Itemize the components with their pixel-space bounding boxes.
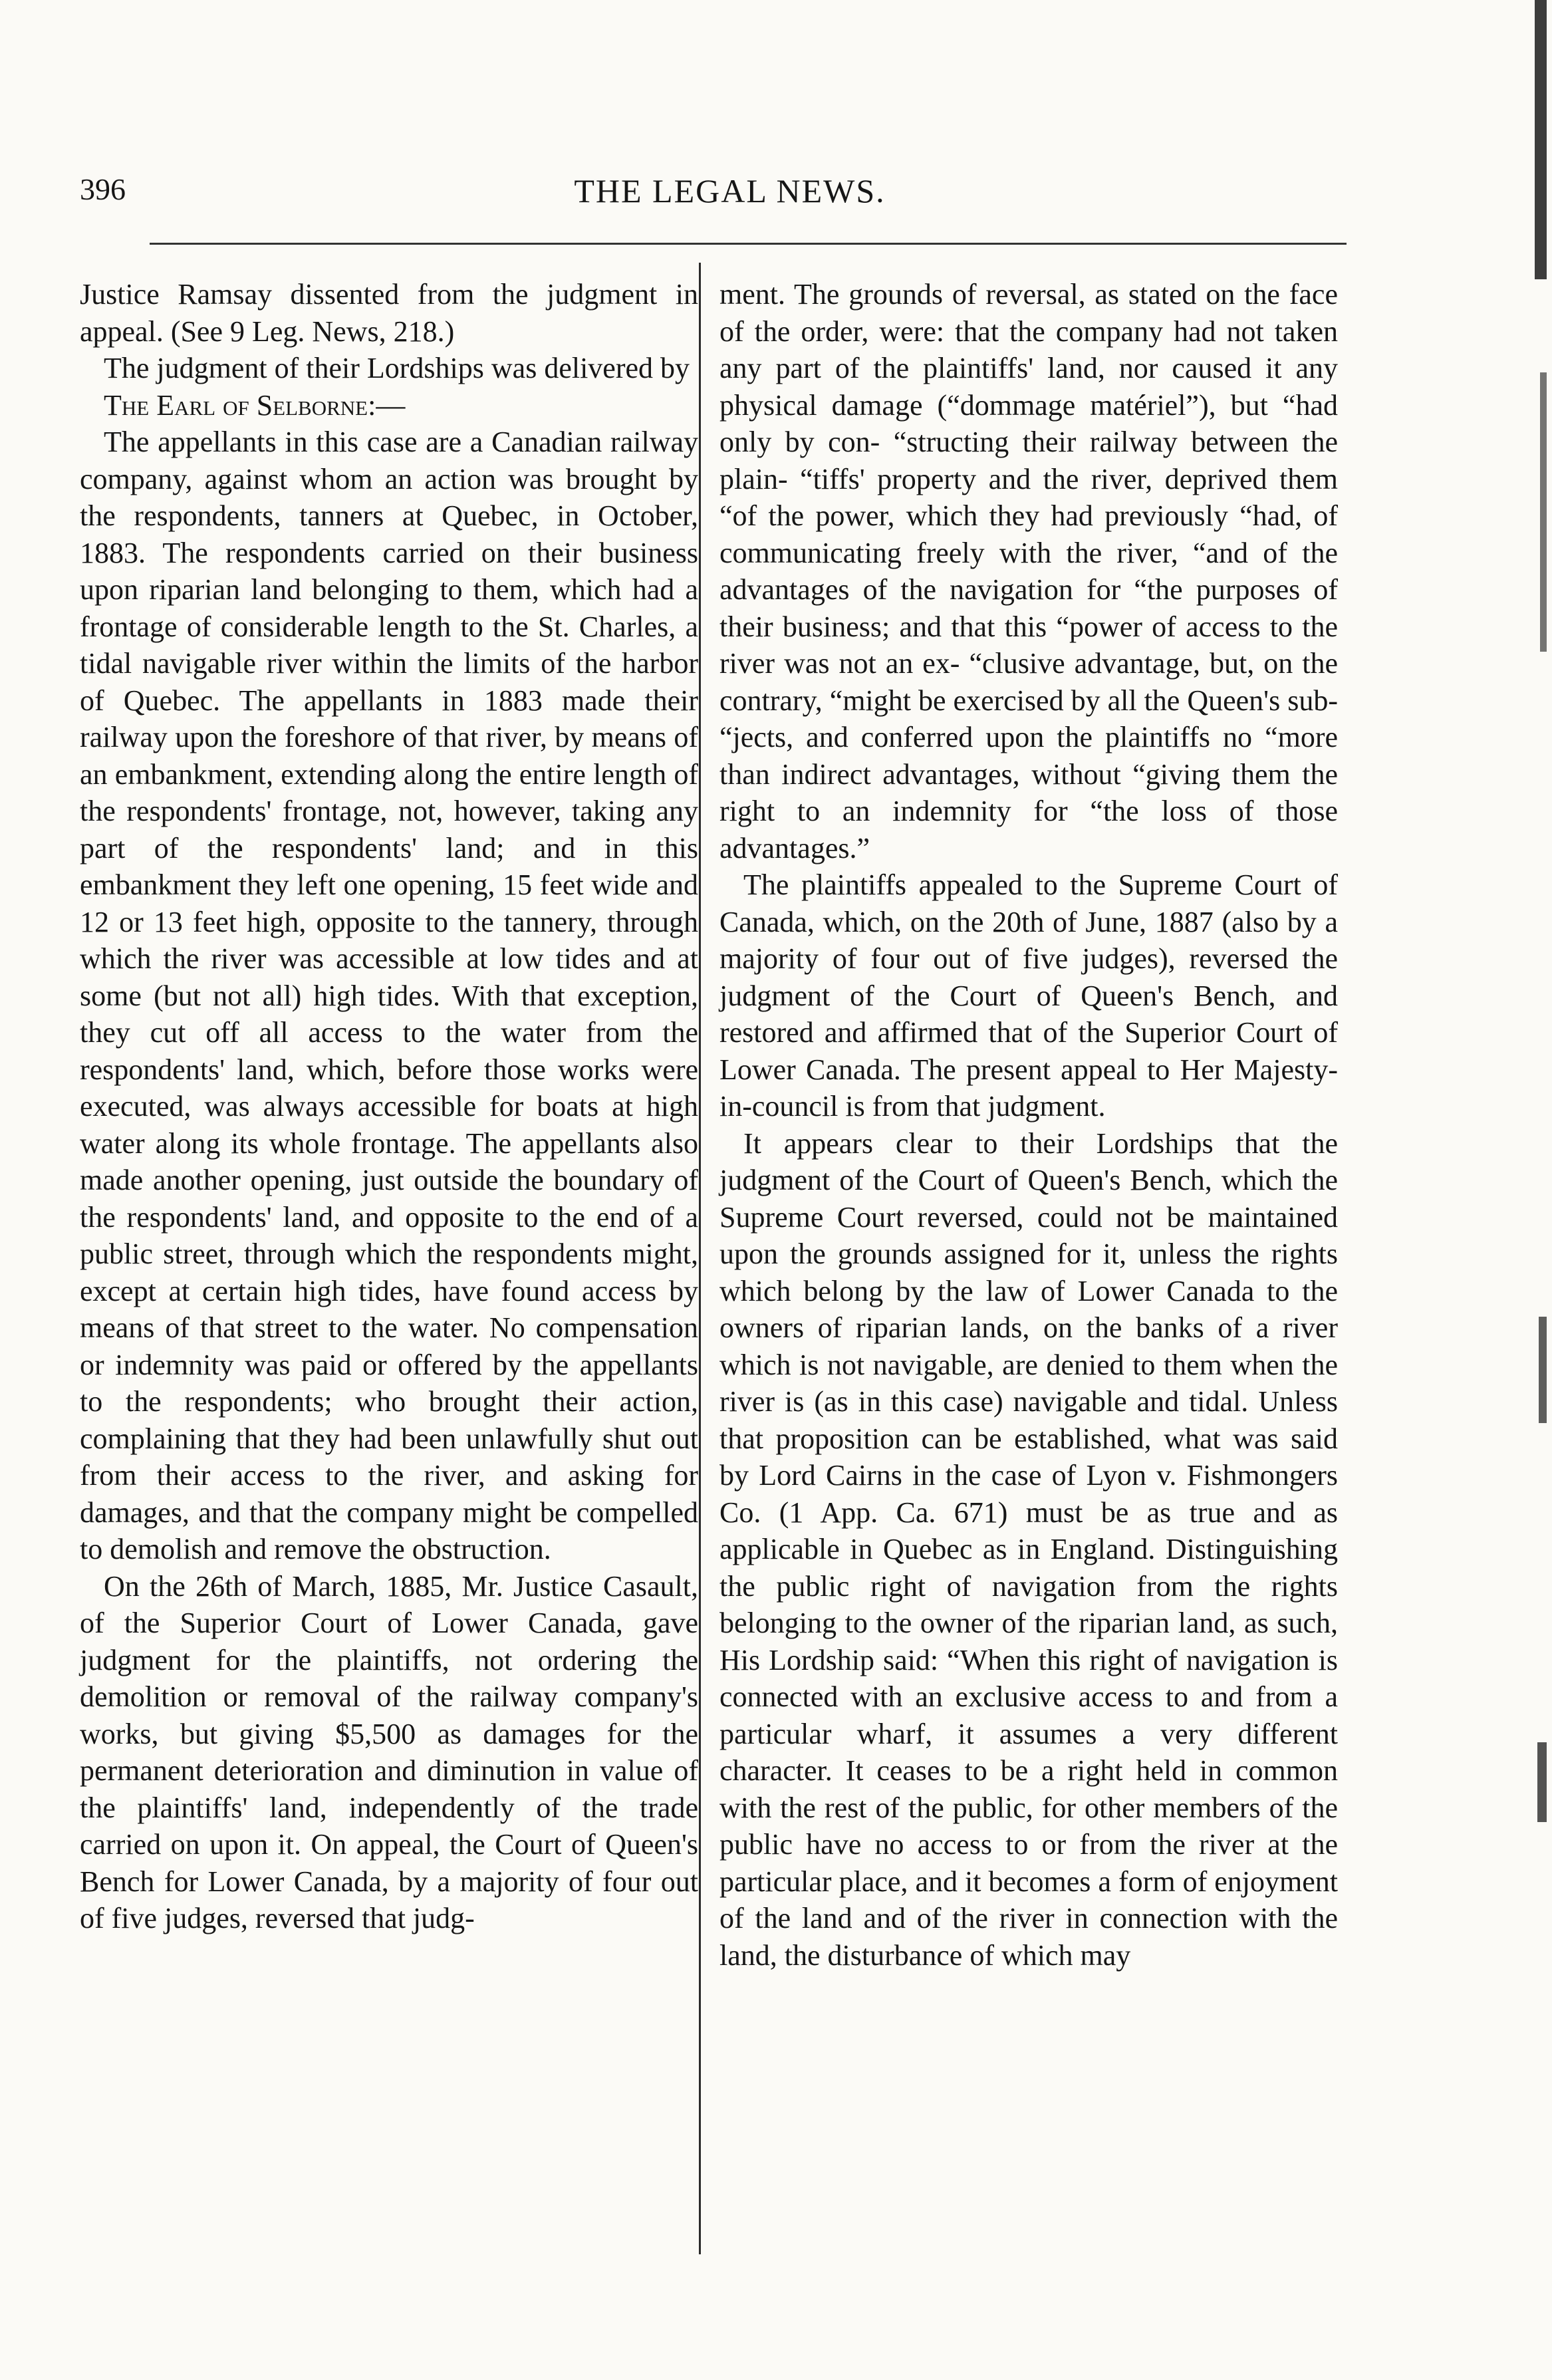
paragraph: On the 26th of March, 1885, Mr. Justice Casault, of the Superior Court of Lower Canada, gave judgment for the plaintiffs, not ordering the demolition or removal of the railway company's works, but giving $5,500 as damages for the permanent deterioration and diminution in value of the plaintiffs' land, independently of the trade carried on upon it. On appeal, the Court of Queen's Bench for Lower Canada, by a majority of four out of five judges, reversed that judg- [80,1569,698,1934]
scan-edge-mark [1540,372,1547,652]
paragraph: The plaintiffs appealed to the Supreme Court of Canada, which, on the 20th of June, 1887 (also by a majority of four out of five judges), reversed the judgment of the Court of Queen's Bench, and restored and affirmed that of the Superior Court of Lower Canada. The present appeal to Her Majesty-in-council is from that judgment. [719,868,1338,1123]
header-rule [150,243,1347,245]
paragraph: The appellants in this case are a Canadian railway company, against whom an action was brought by the respondents, tanners at Quebec, in October, 1883. The respondents carried on their business upon riparian land belonging to them, which had a frontage of considerable length to the St. Charles, a tidal navigable river within the limits of the harbor of Quebec. The appellants in 1883 made their railway upon the foreshore of that river, by means of an embankment, extending along the entire length of the respondents' frontage, not, however, taking any part of the respondents' land; and in this embankment they left one opening, 15 feet wide and 12 or 13 feet high, opposite to the tannery, through which the river was accessible at low tides and at some (but not all) high tides. With that exception, they cut off all access to the water from the respondents' land, which, before those works were executed, was always accessible for boats at high water along its whole frontage. The appellants also made another opening, just outside the boundary of the respondents' land, and opposite to the end of a public street, through which the respondents might, except at certain high tides, have found access by means of that street to the water. No compensation or indemnity was paid or offered by the appellants to the respondents; who brought their action, complaining that they had been unlawfully shut out from their access to the river, and asking for damages, and that the company might be compelled to demolish and remove the obstruction. [80,426,698,1565]
page-number: 396 [80,172,126,206]
speaker-heading: The Earl of Selborne:— [104,388,406,422]
paragraph: Justice Ramsay dissented from the judgment in appeal. (See 9 Leg. News, 218.) [80,278,698,348]
column-divider [699,263,701,2254]
paragraph: ment. The grounds of reversal, as stated on the face of the order, were: that the company had not taken any part of the plaintiffs' land, nor caused it any physical damage (“dommage matériel”), but “had only by con- “structing their railway between the plain- “tiffs' property and the river, deprived them “of the power, which they had previously “had, of communicating freely with the river, “and of the advantages of the navigation for “the purposes of their business; and that this “power of access to the river was not an ex- “clusive advantage, but, on the contrary, “might be exercised by all the Queen's sub- “jects, and conferred upon the plaintiffs no “more than indirect advantages, without “giving them the right to an indemnity for “the loss of those advantages.” [719,278,1338,864]
paragraph: It appears clear to their Lordships that the judgment of the Court of Queen's Bench, which the Supreme Court reversed, could not be maintained upon the grounds assigned for it, unless the rights which belong by the law of Lower Canada to the owners of riparian lands, on the banks of a river which is not navigable, are denied to them when the river is (as in this case) navigable and tidal. Unless that proposition can be established, what was said by Lord Cairns in the case of Lyon v. Fishmongers Co. (1 App. Ca. 671) must be as true and as applicable in Quebec as in England. Distinguishing the public right of navigation from the rights belonging to the owner of the riparian land, as such, His Lordship said: “When this right of navigation is connected with an exclusive access to and from a particular wharf, it assumes a very different character. It ceases to be a right held in common with the rest of the public, for other members of the public have no access to or from the river at the particular place, and it becomes a form of enjoyment of the land and of the river in connection with the land, the disturbance of which may [719,1126,1338,1972]
right-column [719,276,1338,1974]
scan-edge-mark [1535,0,1547,279]
paragraph: The judgment of their Lordships was delivered by [104,352,690,384]
page-header [80,172,1380,225]
running-title: THE LEGAL NEWS. [574,172,886,209]
left-column [80,276,698,1937]
scan-edge-mark [1539,1317,1547,1423]
scan-edge-mark [1537,1742,1547,1822]
